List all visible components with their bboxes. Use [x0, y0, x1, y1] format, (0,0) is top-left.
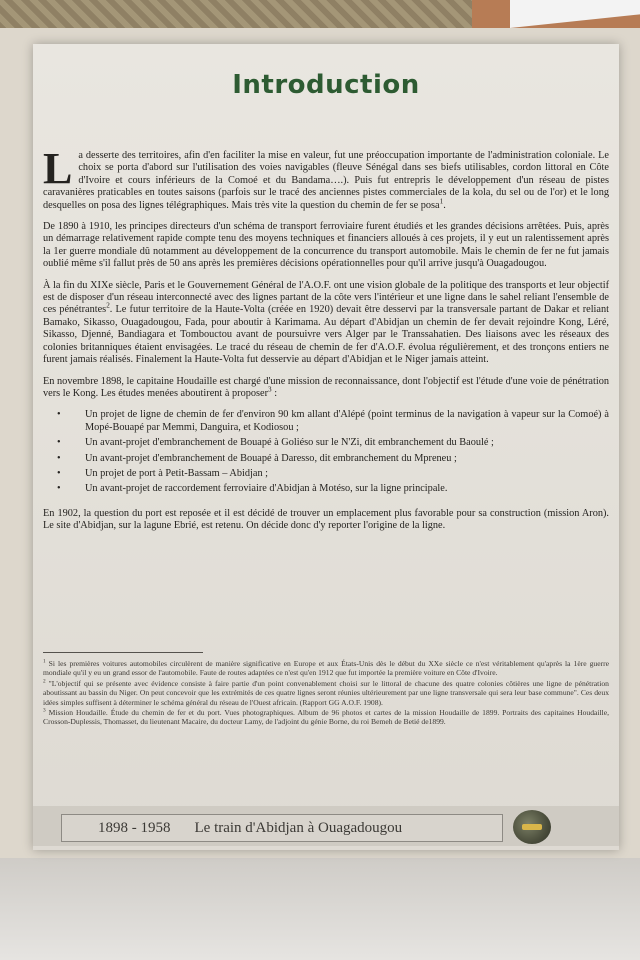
list-item: [43, 483, 609, 495]
exhibit-panel: [33, 44, 619, 850]
footnotes: [43, 659, 609, 728]
footer-years: 1898 - 1958: [98, 819, 171, 836]
footnote: [43, 708, 609, 727]
footnote: [43, 659, 609, 678]
bullet-icon: •: [57, 467, 61, 479]
body-text: [43, 144, 610, 542]
footer-caption-box: [61, 814, 503, 842]
footnote-text: Si les premières voitures automobiles circulèrent de manière significative en Europe et aux États-Unis dès le début du XXe siècle ce n'est véritablement qu'après la 1ère guerre mondiale qu'il y eu un grand essor de l'automobile. Faute de routes adaptées ce n'est qu'en 1912 que fut importée la première voiture en Côte d'Ivoire.: [43, 659, 609, 678]
paragraph-intro: La desserte des territoires, afin d'en faciliter la mise en valeur, fut une préoccupation importante de l'administration coloniale. Le choix se porta d'abord sur l'utilisation des voies navigables (fleuve Sénégal dans ses biefs utilisables, cordon littoral en Côte d'Ivoire et cours inférieurs de la Comoé et du Bandama….). Puis fut entrepris le développement d'un réseau de pistes caravanières praticables en toutes saisons (parfois sur le tracé des anciennes pistes commerciales de la kola, du sel ou de l'or) et le long desquelles on posa des lignes télégraphiques. Mais très vite la question du chemin de fer se posa$^1$.: [43, 144, 609, 211]
footnote: [43, 679, 609, 707]
exhibit-logo-icon: [513, 810, 551, 844]
footnote-text: "L'objectif qui se présente avec évidence consiste à faire partie d'un point convenablement choisi sur le littoral de chacune des quatre colonies côtières une ligne de pénétration aboutissant au bassin du Niger. On peut concevoir que les extrémités de ces quatre lignes seront réunies ultérieurement par une ligne transversale qui sera leur base commune". Ces deux idées simples suffisent à déterminer le schéma général du réseau de l'Ouest africain. (Rapport GG A.O.F. 1908).: [43, 678, 609, 707]
project-list: [43, 409, 609, 495]
list-item-text: Un avant-projet de raccordement ferroviaire d'Abidjan à Motéso, sur la ligne principale.: [85, 483, 448, 495]
paragraph-xixe-text-2: . Le futur territoire de la Haute-Volta (créée en 1920) devait être desservi par la transversale partant de Dakar et reliant Bamako, Sikasso, Ouagadougou, Fada, pour aboutir à Karimama. Au départ d'Abidjan un chemin de fer devait rejoindre Kong, Léré, Sikasso, Djenné, Bandiagara et Tombouctou avant de poursuivre vers Alger par le Transsahatien. Des liaisons avec les réseaux des colonies britanniques étaient envisagées. Le tracé du réseau de chemin de fer d'A.O.F. évolua régulièrement, et des tronçons entiers ne furent jamais réalisés. Finalement la Haute-Volta fut desservie au départ d'Abidjan et le Niger jamais atteint.: [43, 304, 610, 366]
footnote-text: Mission Houdaille. Étude du chemin de fer et du port. Vues photographiques. Album de 96 photos et cartes de la mission Houdaille de 1899. Portraits des capitaines Houdaille, Crosson-Duplessis, Thomasset, du lieutenant Macaire, du docteur Lamy, de l'adjoint du génie Borne, du roi Bemeh de Betié de1899.: [43, 708, 609, 727]
bullet-icon: •: [57, 409, 61, 421]
footnote-number: 3: [43, 707, 46, 714]
footer-caption: Le train d'Abidjan à Ouagadougou: [194, 819, 403, 836]
paragraph-xixe: [43, 280, 609, 367]
list-item: [43, 453, 609, 465]
bullet-icon: •: [57, 483, 61, 495]
paragraph-intro-text: a desserte des territoires, afin d'en faciliter la mise en valeur, fut une préoccupation importante de l'administration coloniale. Le choix se porta d'abord sur l'utilisation des voies navigables (fleuve Sénégal dans ses biefs utilisables, cordon littoral en Côte d'Ivoire et cours inférieurs de la Comoé et du Bandama….). Puis fut entrepris le développement d'un réseau de pistes caravanières praticables en toutes saisons (parfois sur le tracé des anciennes pistes commerciales de la kola, du sel ou de l'or) et le long desquelles on posa des lignes télégraphiques. Mais très vite la question du chemin de fer se posa: [43, 150, 609, 211]
footnote-ref: 3: [268, 385, 272, 394]
list-item-text: Un projet de ligne de chemin de fer d'environ 90 km allant d'Alépé (point terminus de la navigation à vapeur sur la Comoé) à Mopé-Bouapé par Memmi, Danguira, et Kodiosou ;: [85, 409, 609, 433]
drop-cap: L: [43, 144, 73, 193]
bullet-icon: •: [57, 437, 61, 449]
list-item: [43, 437, 609, 449]
bullet-icon: •: [57, 452, 61, 464]
paragraph-1898-colon: :: [271, 387, 278, 399]
list-item-text: Un avant-projet d'embranchement de Bouapé à Goliéso sur le N'Zi, dit embranchement du Baoulé ;: [85, 437, 494, 449]
paragraph-1890: De 1890 à 1910, les principes directeurs d'un schéma de transport ferroviaire furent étudiés et les grandes décisions arrêtées. Puis, après un démarrage relativement rapide compte tenu des moyens techniques et financiers alloués à ces projets, il y eut un ralentissement après la 1er guerre mondiale dû notamment au développement de la concurrence du transport automobile. Mais le chemin de fer ne fut jamais oublié même s'il fallut près de 50 ans après les premières décisions opérationnelles pour qu'il arrive jusqu'à Ouagadougou.: [43, 221, 609, 270]
paragraph-1898-text: En novembre 1898, le capitaine Houdaille est chargé d'une mission de reconnaissance, dont l'objectif est l'étude d'une voie de pénétration vers le Kong. Les études menées aboutirent à proposer: [43, 375, 609, 399]
list-item-text: Un avant-projet d'embranchement de Bouapé à Daresso, dit embranchement du Mpreneu ;: [85, 452, 457, 464]
list-item: [43, 468, 609, 480]
floor: [0, 858, 640, 960]
list-item: [43, 409, 609, 434]
footnote-number: 1: [43, 658, 46, 665]
list-item-text: Un projet de port à Petit-Bassam – Abidjan ;: [85, 467, 269, 479]
footnote-ref: 2: [106, 302, 110, 311]
paragraph-1902: En 1902, la question du port est reposée et il est décidé de trouver un emplacement plus favorable pour sa construction (mission Aron). Le site d'Abidjan, sur la lagune Ebrié, est retenu. On décide donc d'y reporter l'origine de la ligne.: [43, 507, 609, 532]
footnote-ref: 1: [439, 197, 444, 206]
paragraph-xixe-text: À la fin du XIXe siècle, Paris et le Gouvernement Général de l'A.O.F. ont une vision globale de la politique des transports et leur objectif est de disposer d'un réseau interconnecté avec des lignes partant de la côte vers l'intérieur et une ligne dans le sahel reliant l'ensemble de ces pénétrantes: [43, 279, 609, 316]
footnote-divider: [43, 652, 203, 653]
panel-title: Introduction: [232, 70, 420, 100]
footnote-number: 2: [43, 678, 46, 685]
paragraph-1898: [43, 376, 609, 401]
